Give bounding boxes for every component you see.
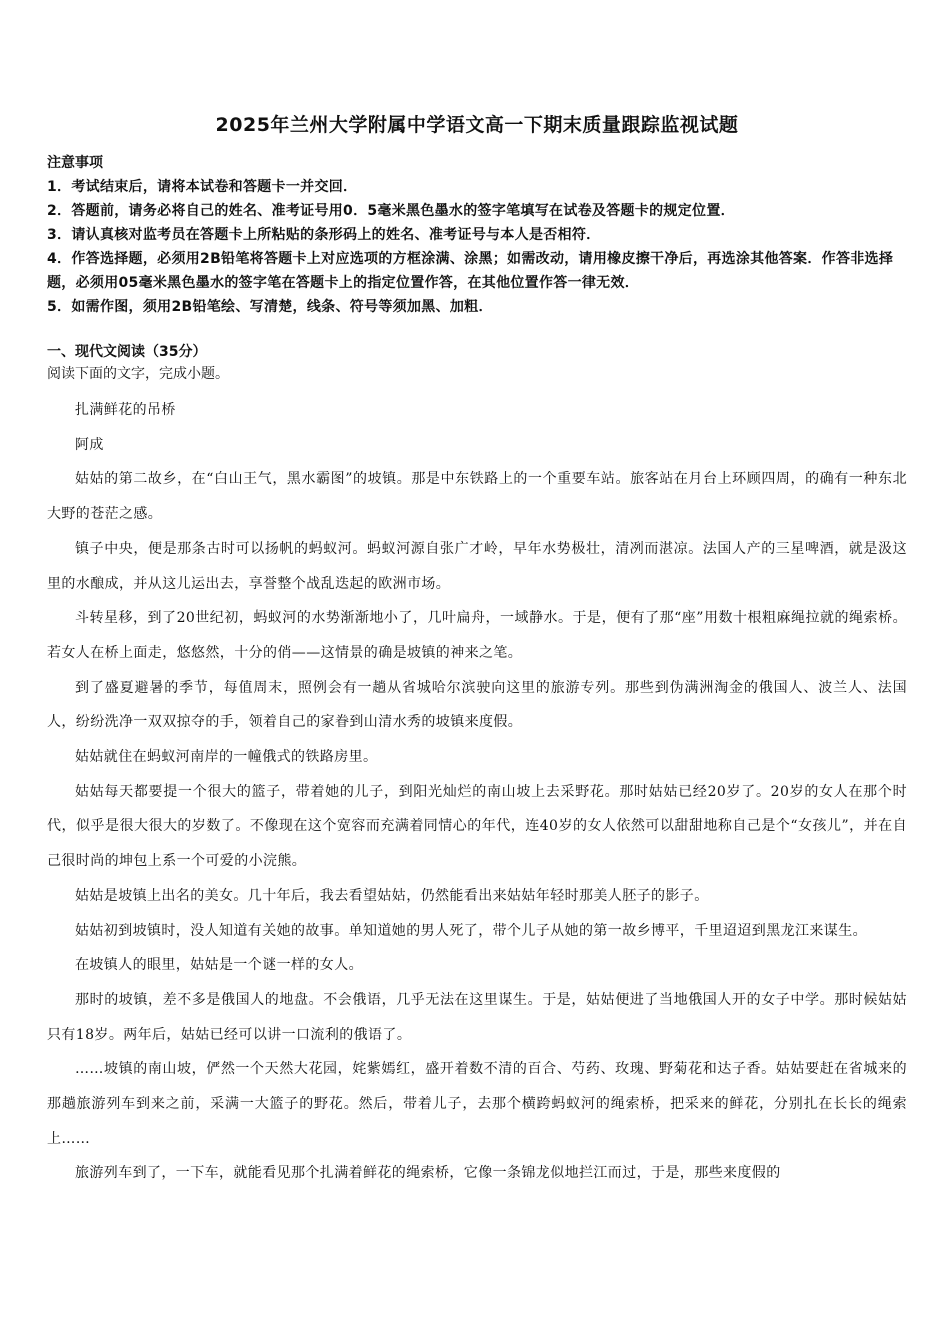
article-paragraph: 到了盛夏避暑的季节，每值周末，照例会有一趟从省城哈尔滨驶向这里的旅游专列。那些到伪满洲淘金的俄国人、波兰人、法国人，纷纷洗净一双双掠夺的手，领着自己的家眷到山清水秀的坡镇来度假。: [47, 679, 907, 731]
article-paragraph: 那时的坡镇，差不多是俄国人的地盘。不会俄语，几乎无法在这里谋生。于是，姑姑便进了当地俄国人开的女子中学。那时候姑姑只有18岁。两年后，姑姑已经可以讲一口流利的俄语了。: [47, 991, 907, 1043]
notice-list: [47, 175, 907, 319]
article-paragraph: 姑姑就住在蚂蚁河南岸的一幢俄式的铁路房里。: [75, 749, 378, 766]
article-paragraph: 镇子中央，便是那条古时可以扬帆的蚂蚁河。蚂蚁河源自张广才岭，早年水势极壮，清冽而湛凉。法国人产的三星啤酒，就是汲这里的水酿成，并从这儿运出去，享誉整个战乱迭起的欧洲市场。: [47, 540, 907, 592]
article-paragraph: ……坡镇的南山坡，俨然一个天然大花园，姹紫嫣红，盛开着数不清的百合、芍药、玫瑰、野菊花和达子香。姑姑要赶在省城来的那趟旅游列车到来之前，采满一大篮子的野花。然后，带着儿子，去那个横跨蚂蚁河的绳索桥，把采来的鲜花，分别扎在长长的绳索上……: [47, 1061, 907, 1147]
article-paragraph: 姑姑是坡镇上出名的美女。几十年后，我去看望姑姑，仍然能看出来姑姑年轻时那美人胚子的影子。: [75, 887, 709, 904]
notice-item: 4．作答选择题，必须用2B铅笔将答题卡上对应选项的方框涂满、涂黑；如需改动，请用橡皮擦干净后，再选涂其他答案．作答非选择题，必须用05毫米黑色墨水的签字笔在答题卡上的指定位置作答，在其他位置作答一律无效．: [47, 251, 894, 291]
article-paragraph: 姑姑每天都要提一个很大的篮子，带着她的儿子，到阳光灿烂的南山坡上去采野花。那时姑姑已经20岁了。20岁的女人在那个时代，似乎是很大很大的岁数了。不像现在这个宽容而充满着同情心的年代，连40岁的女人依然可以甜甜地称自己是个“女孩儿”，并在自己很时尚的坤包上系一个可爱的小浣熊。: [47, 783, 907, 870]
exam-page: [47, 110, 907, 1191]
article-paragraph: 姑姑初到坡镇时，没人知道有关她的故事。单知道她的男人死了，带个儿子从她的第一故乡博平，千里迢迢到黑龙江来谋生。: [75, 922, 867, 939]
section-instruction: 阅读下面的文字，完成小题。: [47, 366, 229, 382]
notice-item: 2．答题前，请务必将自己的姓名、准考证号用0．5毫米黑色墨水的签字笔填写在试卷及答题卡的规定位置．: [47, 203, 735, 219]
notice-block: [47, 151, 907, 319]
article-paragraph: 旅游列车到了，一下车，就能看见那个扎满着鲜花的绳索桥，它像一条锦龙似地拦江而过，于是，那些来度假的: [75, 1165, 781, 1182]
article-author: 阿成: [75, 436, 104, 453]
reading-article: [47, 393, 907, 1191]
article-title: 扎满鲜花的吊桥: [75, 402, 176, 418]
article-paragraph: 斗转星移，到了20世纪初，蚂蚁河的水势渐渐地小了，几叶扁舟，一域静水。于是，便有了那“座”用数十根粗麻绳拉就的绳索桥。若女人在桥上面走，悠悠然，十分的俏——这情景的确是坡镇的神来之笔。: [47, 610, 907, 661]
article-paragraph: 在坡镇人的眼里，姑姑是一个谜一样的女人。: [75, 957, 363, 974]
notice-item: 3．请认真核对监考员在答题卡上所粘贴的条形码上的姓名、准考证号与本人是否相符．: [47, 227, 601, 243]
notice-item: 5．如需作图，须用2B铅笔绘、写清楚，线条、符号等须加黑、加粗．: [47, 299, 493, 315]
page-title: 2025年兰州大学附属中学语文高一下期末质量跟踪监视试题: [215, 114, 739, 136]
notice-heading: 注意事项: [47, 155, 103, 171]
article-paragraph: 姑姑的第二故乡，在“白山王气，黑水霸图”的坡镇。那是中东铁路上的一个重要车站。旅客站在月台上环顾四周，的确有一种东北大野的苍茫之感。: [47, 471, 907, 523]
notice-item: 1．考试结束后，请将本试卷和答题卡一并交回．: [47, 179, 358, 195]
section-heading: 一、现代文阅读（35分）: [47, 344, 207, 360]
